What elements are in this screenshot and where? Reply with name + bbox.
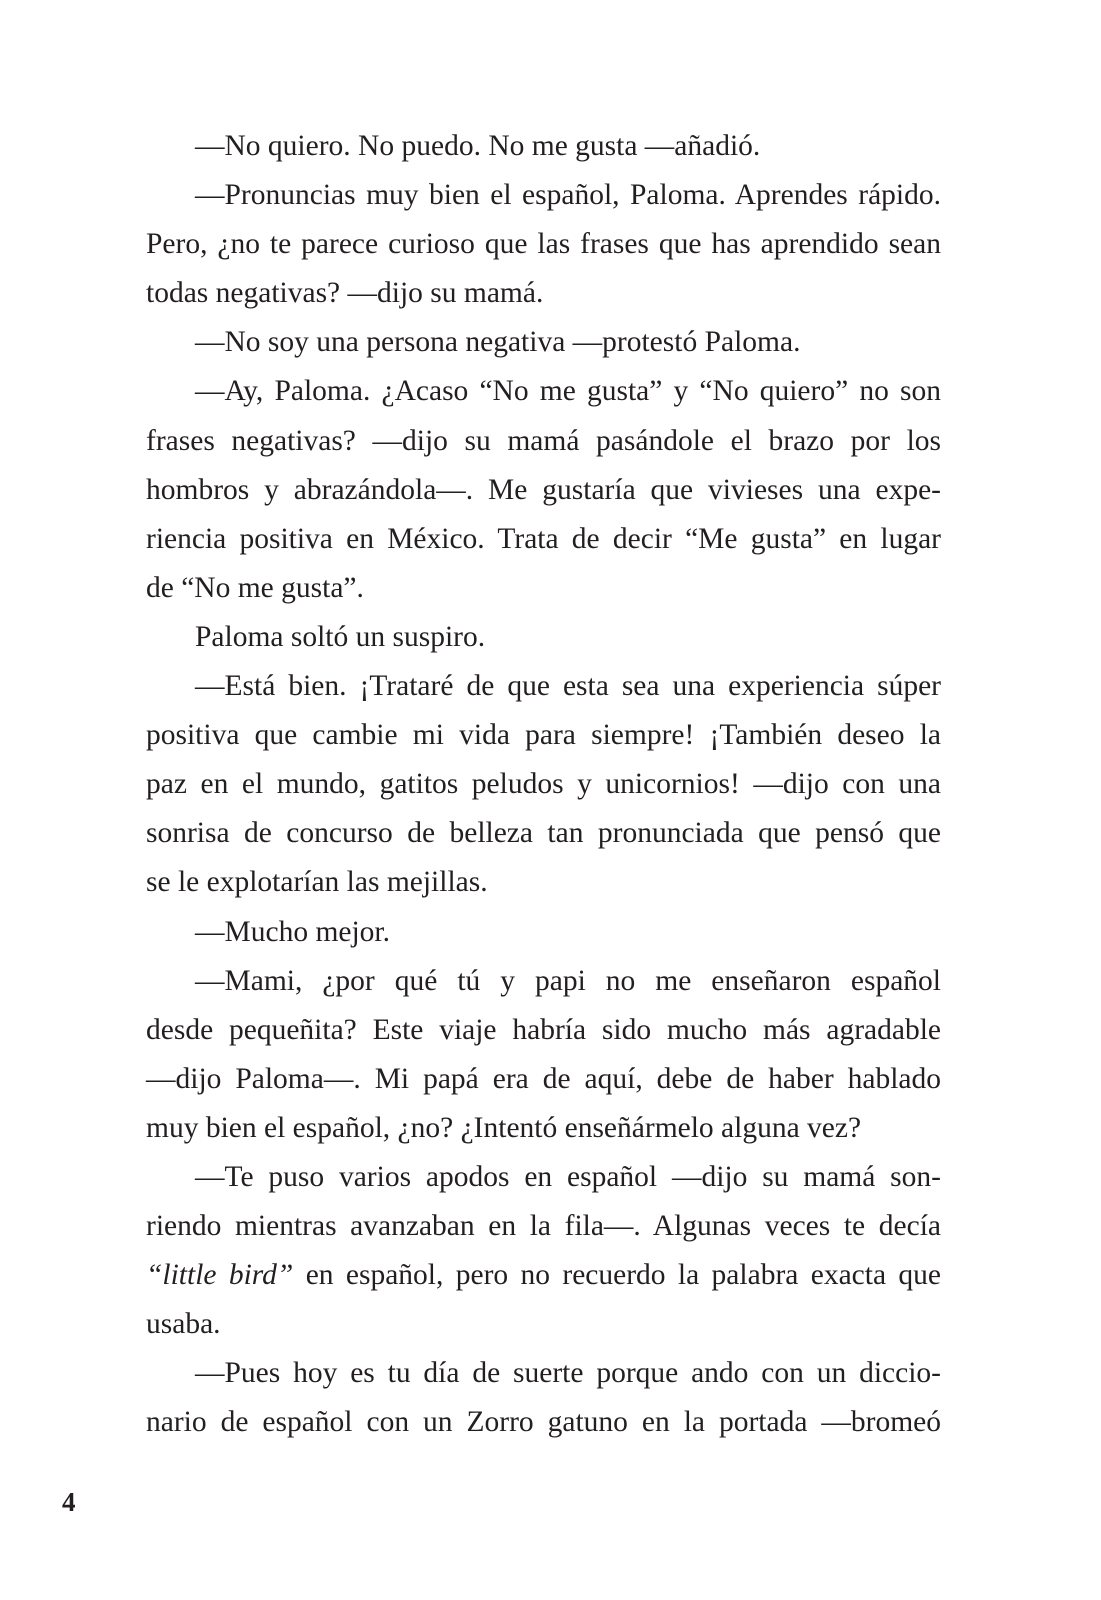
- text-line: riencia positiva en México. Trata de decir “Me gusta” en lugar: [146, 522, 941, 555]
- text-line: Pero, ¿no te parece curioso que las frases que has aprendido sean: [146, 228, 941, 261]
- text-line: paz en el mundo, gatitos peludos y unicornios! —dijo con una: [146, 768, 941, 801]
- text-line: Paloma soltó un suspiro.: [195, 620, 486, 653]
- text-line: —Está bien. ¡Trataré de que esta sea una experiencia súper: [195, 670, 941, 703]
- text-line: —Mucho mejor.: [195, 915, 391, 948]
- text-line-with-italic: [146, 1251, 941, 1300]
- body-text: [146, 122, 941, 1448]
- text-line: positiva que cambie mi vida para siempre! ¡También deseo la: [146, 719, 941, 752]
- text-line: —Ay, Paloma. ¿Acaso “No me gusta” y “No quiero” no son: [195, 375, 941, 408]
- italic-phrase: “little bird”: [146, 1259, 294, 1292]
- text-line: —Pronuncias muy bien el español, Paloma. Aprendes rápido.: [195, 179, 941, 212]
- text-line: desde pequeñita? Este viaje habría sido mucho más agradable: [146, 1013, 941, 1046]
- text-line: todas negativas? —dijo su mamá.: [146, 277, 544, 310]
- text-line: —Pues hoy es tu día de suerte porque ando con un diccio-: [195, 1357, 941, 1390]
- text-line: hombros y abrazándola—. Me gustaría que vivieses una expe-: [146, 473, 941, 506]
- page-number: 4: [62, 1487, 76, 1517]
- text-fragment: en español, pero no recuerdo la palabra exacta que: [305, 1259, 941, 1292]
- text-line: riendo mientras avanzaban en la fila—. Algunas veces te decía: [146, 1210, 941, 1243]
- text-line: —Te puso varios apodos en español —dijo su mamá son-: [195, 1160, 941, 1193]
- text-line: —dijo Paloma—. Mi papá era de aquí, debe de haber hablado: [146, 1062, 941, 1095]
- text-line: de “No me gusta”.: [146, 571, 364, 604]
- text-line: nario de español con un Zorro gatuno en la portada —bromeó: [146, 1406, 941, 1439]
- text-line: muy bien el español, ¿no? ¿Intentó enseñármelo alguna vez?: [146, 1111, 862, 1144]
- text-line: usaba.: [146, 1308, 221, 1341]
- text-line: se le explotarían las mejillas.: [146, 866, 488, 899]
- text-line: —No soy una persona negativa —protestó Paloma.: [195, 326, 801, 359]
- text-line: sonrisa de concurso de belleza tan pronunciada que pensó que: [146, 817, 941, 850]
- text-line: frases negativas? —dijo su mamá pasándole el brazo por los: [146, 424, 941, 457]
- text-line: —Mami, ¿por qué tú y papi no me enseñaron español: [195, 964, 941, 997]
- text-line: —No quiero. No puedo. No me gusta —añadió.: [195, 130, 761, 162]
